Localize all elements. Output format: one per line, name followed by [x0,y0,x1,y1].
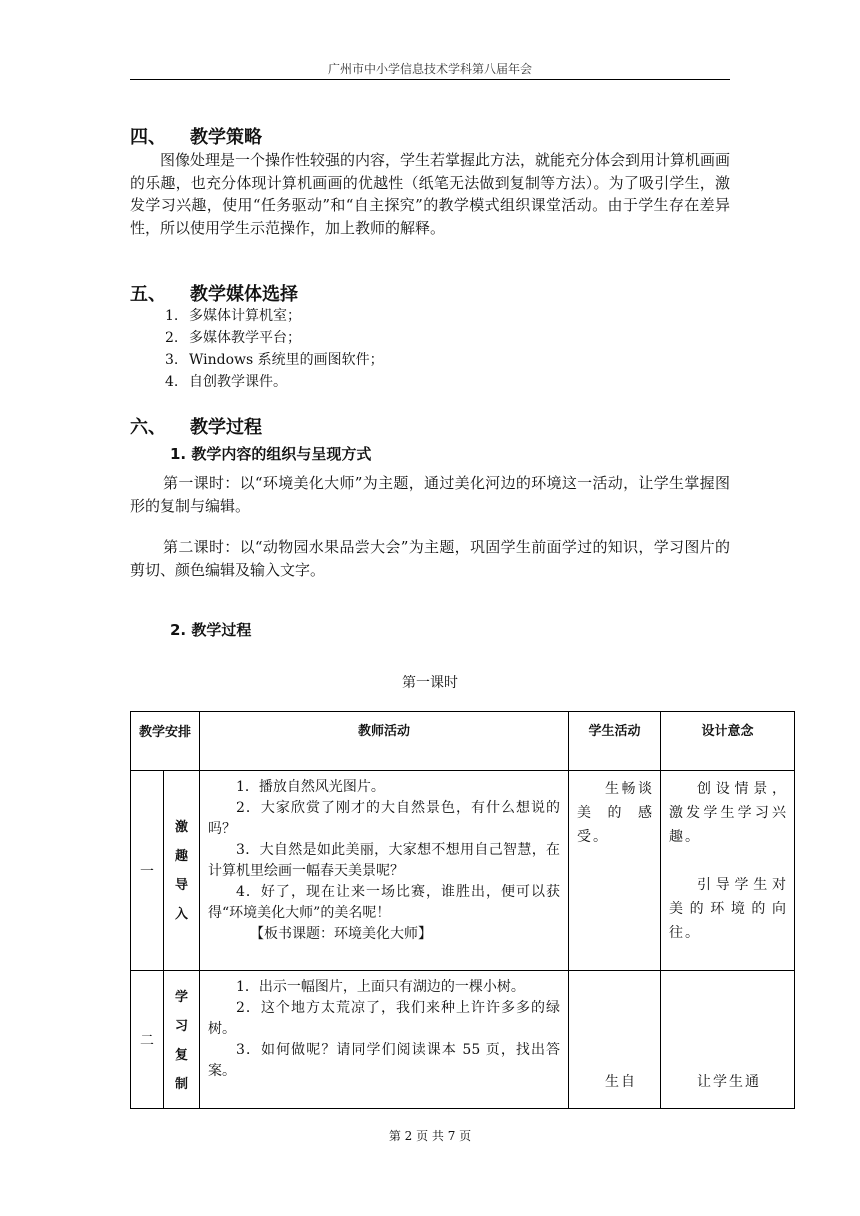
list-item: 3. Windows 系统里的画图软件； [165,352,384,368]
lesson-1-paragraph: 第一课时：以“环境美化大师”为主题，通过美化河边的环境这一活动，让学生掌握图形的复制与编辑。 [130,474,730,515]
list-item: 2. 多媒体教学平台； [165,330,301,346]
subheading-2: 2. 教学过程 [170,621,252,639]
table-row [131,971,795,1109]
list-item: 1. 多媒体计算机室； [165,308,301,324]
section-4-number: 四、 [130,127,166,148]
teacher-activity: 1．播放自然风光图片。 2．大家欣赏了刚才的大自然景色，有什么想说的吗？ 3．大自然是如此美丽，大家想不想用自己智慧，在计算机里绘画一幅春天美景呢？ 4．好了，现在让来一场比赛，谁胜出，便可以获得“环境美化大师”的美名呢！ 【板书课题：环境美化大师】 [200,771,569,971]
table-caption: 第一课时 [402,675,458,691]
table-row [131,771,795,971]
header-arrange: 教学安排 [131,712,200,771]
header-teacher: 教师活动 [200,712,569,771]
section-6-heading [130,413,262,439]
lesson-table [130,711,795,1109]
media-list [165,305,384,393]
student-activity: 生自 [569,971,661,1109]
design-intent: 让学生通 [661,971,795,1109]
teacher-activity: 1．出示一幅图片，上面只有湖边的一棵小树。 2．这个地方太荒凉了，我们来种上许许多多的绿树。 3．如何做呢？请同学们阅读课本 55 页，找出答案。 [200,971,569,1109]
header-student: 学生活动 [569,712,661,771]
page-footer: 第 2 页 共 7 页 [388,1129,472,1143]
header-design: 设计意念 [661,712,795,771]
page-header: 广州市中小学信息技术学科第八届年会 [327,62,532,76]
list-item: 4. 自创教学课件。 [165,374,287,390]
board-title: 【板书课题：环境美化大师】 [250,926,433,942]
subheading-1: 1. 教学内容的组织与呈现方式 [170,445,372,463]
section-6-title: 教学过程 [190,417,262,438]
table-header-row [131,712,795,771]
section-5-heading [130,280,298,306]
section-5-number: 五、 [130,284,166,305]
section-4-title: 教学策略 [190,127,262,148]
row-number: 一 [131,771,164,971]
stage-label: 学 习 复 制 [164,971,200,1109]
section-5-title: 教学媒体选择 [190,284,298,305]
row-number: 二 [131,971,164,1109]
lesson-2-paragraph: 第二课时：以“动物园水果品尝大会”为主题，巩固学生前面学过的知识，学习图片的剪切、颜色编辑及输入文字。 [130,538,730,579]
stage-label: 激 趣 导 入 [164,771,200,971]
section-4-heading [130,123,262,149]
header-rule [130,79,730,80]
design-intent: 创设情景，激发学生学习兴趣。 引导学生对美的环境的向往。 [661,771,795,971]
section-4-body: 图像处理是一个操作性较强的内容，学生若掌握此方法，就能充分体会到用计算机画画的乐趣，也充分体现计算机画画的优越性（纸笔无法做到复制等方法）。为了吸引学生，激发学习兴趣，使用“任务驱动”和“自主探究”的教学模式组织课堂活动。由于学生存在差异性，所以使用学生示范操作，加上教师的解释。 [130,151,731,237]
section-6-number: 六、 [130,417,166,438]
student-activity: 生畅谈美的感受。 [569,771,661,971]
